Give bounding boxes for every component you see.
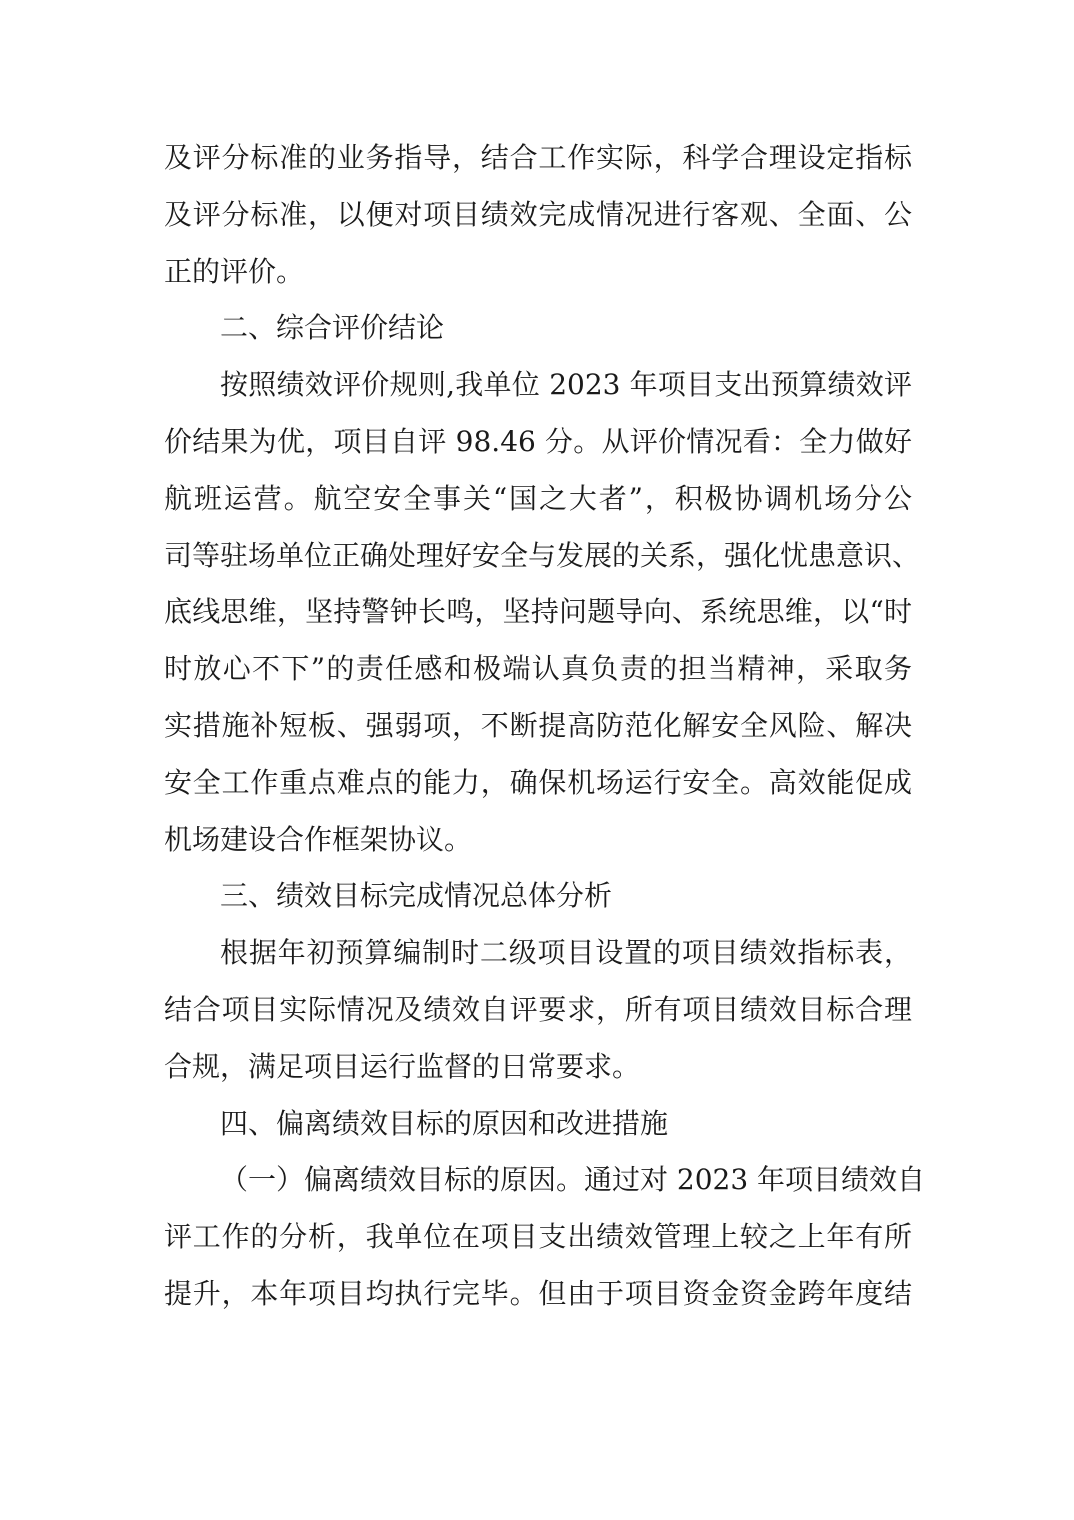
text-line: 合规，满足项目运行监督的日常要求。 [164, 1049, 641, 1083]
text-line: 实措施补短板、强弱项，不断提高防范化解安全风险、解决 [164, 708, 912, 742]
text-line: （一）偏离绩效目标的原因。通过对 2023 年项目绩效自 [220, 1163, 926, 1197]
document-body [164, 130, 926, 1323]
text-line: 司等驻场单位正确处理好安全与发展的关系，强化忧患意识、 [164, 538, 921, 572]
text-line: 结合项目实际情况及绩效自评要求，所有项目绩效目标合理 [164, 992, 912, 1026]
text-line: 按照绩效评价规则,我单位 2023 年项目支出预算绩效评 [220, 368, 912, 402]
text-line: 正的评价。 [164, 254, 305, 288]
section-heading-3: 三、绩效目标完成情况总体分析 [220, 879, 613, 913]
section-heading-2: 二、综合评价结论 [220, 311, 445, 345]
paragraph-continuation [164, 130, 912, 300]
paragraph-evaluation-conclusion [164, 357, 921, 868]
paragraph-deviation-reasons [164, 1152, 926, 1322]
text-line: 时放心不下”的责任感和极端认真负责的担当精神，采取务 [164, 652, 912, 686]
section-heading-4: 四、偏离绩效目标的原因和改进措施 [220, 1106, 669, 1140]
text-line: 航班运营。航空安全事关“国之大者”，积极协调机场分公 [164, 481, 912, 515]
text-line: 及评分标准的业务指导，结合工作实际，科学合理设定指标 [164, 141, 912, 174]
text-line: 提升，本年项目均执行完毕。但由于项目资金资金跨年度结 [164, 1276, 912, 1310]
text-line: 底线思维，坚持警钟长鸣，坚持问题导向、系统思维，以“时 [164, 595, 912, 629]
text-line: 价结果为优，项目自评 98.46 分。从评价情况看：全力做好 [164, 424, 912, 458]
paragraph-target-analysis [164, 925, 912, 1095]
text-line: 机场建设合作框架协议。 [164, 822, 473, 856]
text-line: 根据年初预算编制时二级项目设置的项目绩效指标表， [220, 936, 912, 970]
text-line: 及评分标准，以便对项目绩效完成情况进行客观、全面、公 [164, 197, 912, 231]
text-line: 评工作的分析，我单位在项目支出绩效管理上较之上年有所 [164, 1220, 912, 1254]
text-line: 安全工作重点难点的能力，确保机场运行安全。高效能促成 [164, 765, 912, 799]
